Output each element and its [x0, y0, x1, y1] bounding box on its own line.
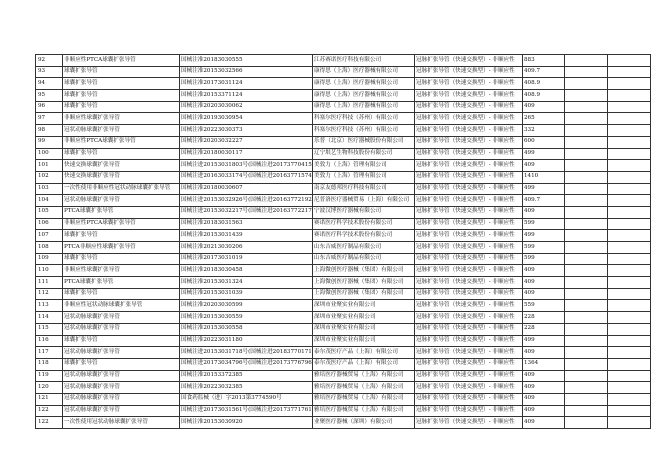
row-number-cell: 100: [36, 148, 63, 160]
empty-cell: [608, 253, 651, 265]
registration-number-cell: 国械注进20153032926号(国械注进20163772192: [180, 195, 313, 207]
company-cell: 深圳市业聚实业有限公司: [313, 312, 415, 324]
product-name-cell: 球囊扩张导管: [63, 288, 180, 300]
category-cell: 冠脉扩张导管（快速交换型）- 非顺应性: [415, 66, 523, 78]
registration-number-cell: 国械注进20153031718号(国械注进20183770171: [180, 347, 313, 359]
price-cell: 409: [523, 393, 565, 405]
product-name-cell: PTCA球囊扩张导管: [63, 277, 180, 289]
price-cell: 228: [523, 323, 565, 335]
empty-cell: [565, 242, 608, 254]
empty-cell: [565, 417, 608, 429]
table-row: [36, 113, 651, 125]
category-cell: 冠脉扩张导管（快速交换型）- 非顺应性: [415, 136, 523, 148]
registration-number-cell: 国械注进20173031561号(国械注进20173771761: [180, 405, 313, 417]
spreadsheet-page: [35, 54, 650, 429]
table-row: [36, 90, 651, 102]
empty-cell: [608, 242, 651, 254]
table-row: [36, 265, 651, 277]
empty-cell: [608, 265, 651, 277]
row-number-cell: 94: [36, 78, 63, 90]
category-cell: 冠脉扩张导管（快速交换型）- 非顺应性: [415, 417, 523, 429]
empty-cell: [565, 277, 608, 289]
company-cell: 江苏赛诺医疗科技有限公司: [313, 55, 415, 67]
empty-cell: [565, 358, 608, 370]
table-row: [36, 171, 651, 183]
empty-cell: [608, 183, 651, 195]
registration-number-cell: 国械注准20203032227: [180, 136, 313, 148]
price-cell: 265: [523, 113, 565, 125]
category-cell: 冠脉扩张导管（快速交换型）- 非顺应性: [415, 335, 523, 347]
price-cell: 409: [523, 370, 565, 382]
category-cell: 冠脉扩张导管（快速交换型）- 非顺应性: [415, 125, 523, 137]
table-row: [36, 323, 651, 335]
company-cell: 雅培医疗器械贸易（上海）有限公司: [313, 405, 415, 417]
table-row: [36, 148, 651, 160]
empty-cell: [608, 277, 651, 289]
table-row: [36, 125, 651, 137]
product-name-cell: 冠状动脉球囊扩张导管: [63, 370, 180, 382]
empty-cell: [608, 160, 651, 172]
row-number-cell: 118: [36, 358, 63, 370]
product-name-cell: 球囊扩张导管: [63, 90, 180, 102]
table-body: [36, 55, 651, 429]
category-cell: 冠脉扩张导管（快速交换型）- 非顺应性: [415, 171, 523, 183]
registration-number-cell: 国械注准20153371124: [180, 90, 313, 102]
empty-cell: [565, 382, 608, 394]
table-row: [36, 78, 651, 90]
registration-number-cell: 国械注准20223032385: [180, 382, 313, 394]
row-number-cell: 104: [36, 195, 63, 207]
price-cell: 409: [523, 288, 565, 300]
empty-cell: [608, 288, 651, 300]
table-row: [36, 335, 651, 347]
price-cell: 499: [523, 335, 565, 347]
category-cell: 冠脉扩张导管（快速交换型）- 非顺应性: [415, 230, 523, 242]
row-number-cell: 122: [36, 417, 63, 429]
table-row: [36, 358, 651, 370]
row-number-cell: 107: [36, 230, 63, 242]
empty-cell: [565, 206, 608, 218]
product-name-cell: 球囊扩张导管: [63, 66, 180, 78]
empty-cell: [565, 312, 608, 324]
price-cell: 409: [523, 277, 565, 289]
empty-cell: [608, 148, 651, 160]
row-number-cell: 106: [36, 218, 63, 230]
company-cell: 康得思（上海）医疗器械有限公司: [313, 101, 415, 113]
category-cell: 冠脉扩张导管（快速交换型）- 非顺应性: [415, 288, 523, 300]
row-number-cell: 105: [36, 206, 63, 218]
empty-cell: [565, 265, 608, 277]
product-table: [35, 54, 651, 429]
price-cell: 409: [523, 101, 565, 113]
empty-cell: [565, 66, 608, 78]
company-cell: 上海微创医疗器械（集团）有限公司: [313, 288, 415, 300]
category-cell: 冠脉扩张导管（快速交换型）- 非顺应性: [415, 160, 523, 172]
company-cell: 山东吉威医疗制品有限公司: [313, 242, 415, 254]
price-cell: 599: [523, 218, 565, 230]
company-cell: 泰尔茂医疗产品（上海）有限公司: [313, 347, 415, 359]
product-name-cell: 非顺应性PTCA球囊扩张导管: [63, 136, 180, 148]
registration-number-cell: 国械注准20173031019: [180, 253, 313, 265]
empty-cell: [565, 253, 608, 265]
category-cell: 冠脉扩张导管（快速交换型）- 非顺应性: [415, 101, 523, 113]
company-cell: 上海微创医疗器械（集团）有限公司: [313, 277, 415, 289]
price-cell: 409.7: [523, 66, 565, 78]
empty-cell: [608, 66, 651, 78]
registration-number-cell: 国械注准20173031124: [180, 78, 313, 90]
table-row: [36, 101, 651, 113]
category-cell: 冠脉扩张导管（快速交换型）- 非顺应性: [415, 218, 523, 230]
product-name-cell: 冠状动脉球囊扩张导管: [63, 405, 180, 417]
table-row: [36, 277, 651, 289]
company-cell: 深圳市业聚实业有限公司: [313, 323, 415, 335]
product-name-cell: 非顺应性PTCA球囊扩张导管: [63, 55, 180, 67]
category-cell: 冠脉扩张导管（快速交换型）- 非顺应性: [415, 265, 523, 277]
company-cell: 科塞尔医疗科技（苏州）有限公司: [313, 125, 415, 137]
row-number-cell: 120: [36, 382, 63, 394]
empty-cell: [608, 125, 651, 137]
product-name-cell: 球囊扩张导管: [63, 253, 180, 265]
empty-cell: [565, 160, 608, 172]
empty-cell: [608, 206, 651, 218]
company-cell: 赛诺医疗科学技术股份有限公司: [313, 218, 415, 230]
empty-cell: [565, 405, 608, 417]
row-number-cell: 101: [36, 160, 63, 172]
table-row: [36, 347, 651, 359]
registration-number-cell: 国械注准20203030599: [180, 300, 313, 312]
price-cell: 409: [523, 206, 565, 218]
category-cell: 冠脉扩张导管（快速交换型）- 非顺应性: [415, 277, 523, 289]
registration-number-cell: 国械注准20180030117: [180, 148, 313, 160]
product-name-cell: 一次性使用非顺应性冠状动脉球囊扩张导管: [63, 183, 180, 195]
empty-cell: [565, 335, 608, 347]
category-cell: 冠脉扩张导管（快速交换型）- 非顺应性: [415, 242, 523, 254]
company-cell: 尼普洛医疗器械贸易（上海）有限公司: [313, 195, 415, 207]
product-name-cell: PTCA球囊扩张导管: [63, 206, 180, 218]
registration-number-cell: 国械注准20213030206: [180, 242, 313, 254]
empty-cell: [565, 288, 608, 300]
registration-number-cell: 国械注准20223030373: [180, 125, 313, 137]
registration-number-cell: 国械注进20153032217号(国械注进20163772217: [180, 206, 313, 218]
price-cell: 559: [523, 300, 565, 312]
registration-number-cell: 国食药监械（进）字2013第3774590号: [180, 393, 313, 405]
registration-number-cell: 国械注进20163033174号(国械注进20163771574: [180, 171, 313, 183]
table-row: [36, 206, 651, 218]
company-cell: 深圳市业聚实业有限公司: [313, 335, 415, 347]
table-row: [36, 312, 651, 324]
category-cell: 冠脉扩张导管（快速交换型）- 非顺应性: [415, 382, 523, 394]
table-row: [36, 370, 651, 382]
registration-number-cell: 国械注准20203030062: [180, 101, 313, 113]
product-name-cell: 非顺应性冠状动脉球囊扩张导管: [63, 300, 180, 312]
empty-cell: [565, 393, 608, 405]
registration-number-cell: 国械注准20223031180: [180, 335, 313, 347]
price-cell: 409: [523, 405, 565, 417]
table-row: [36, 218, 651, 230]
company-cell: 美敦力（上海）管理有限公司: [313, 160, 415, 172]
row-number-cell: 122: [36, 405, 63, 417]
product-name-cell: 冠状动脉球囊扩张导管: [63, 195, 180, 207]
category-cell: 冠脉扩张导管（快速交换型）- 非顺应性: [415, 300, 523, 312]
company-cell: 康得思（上海）医疗器械有限公司: [313, 90, 415, 102]
table-row: [36, 417, 651, 429]
price-cell: 409: [523, 382, 565, 394]
company-cell: 雅培医疗器械贸易（上海）有限公司: [313, 382, 415, 394]
category-cell: 冠脉扩张导管（快速交换型）- 非顺应性: [415, 370, 523, 382]
empty-cell: [608, 171, 651, 183]
empty-cell: [608, 218, 651, 230]
table-row: [36, 242, 651, 254]
row-number-cell: 110: [36, 265, 63, 277]
price-cell: 332: [523, 125, 565, 137]
category-cell: 冠脉扩张导管（快速交换型）- 非顺应性: [415, 55, 523, 67]
price-cell: 409: [523, 265, 565, 277]
price-cell: 408.9: [523, 90, 565, 102]
registration-number-cell: 国械注准20153031039: [180, 288, 313, 300]
category-cell: 冠脉扩张导管（快速交换型）- 非顺应性: [415, 206, 523, 218]
empty-cell: [565, 195, 608, 207]
category-cell: 冠脉扩张导管（快速交换型）- 非顺应性: [415, 90, 523, 102]
product-name-cell: 球囊扩张导管: [63, 101, 180, 113]
empty-cell: [608, 78, 651, 90]
empty-cell: [608, 370, 651, 382]
price-cell: 499: [523, 230, 565, 242]
company-cell: 乐普（北京）医疗器械股份有限公司: [313, 136, 415, 148]
category-cell: 冠脉扩张导管（快速交换型）- 非顺应性: [415, 323, 523, 335]
product-name-cell: 球囊扩张导管: [63, 335, 180, 347]
category-cell: 冠脉扩张导管（快速交换型）- 非顺应性: [415, 78, 523, 90]
product-name-cell: 一次性使用冠状动脉球囊扩张导管: [63, 417, 180, 429]
category-cell: 冠脉扩张导管（快速交换型）- 非顺应性: [415, 253, 523, 265]
empty-cell: [608, 195, 651, 207]
empty-cell: [608, 393, 651, 405]
empty-cell: [608, 55, 651, 67]
company-cell: 科塞尔医疗科技（苏州）有限公司: [313, 113, 415, 125]
category-cell: 冠脉扩张导管（快速交换型）- 非顺应性: [415, 148, 523, 160]
product-name-cell: 冠状动脉球囊扩张导管: [63, 382, 180, 394]
company-cell: 雅培医疗器械贸易（上海）有限公司: [313, 370, 415, 382]
row-number-cell: 113: [36, 300, 63, 312]
empty-cell: [565, 323, 608, 335]
table-row: [36, 288, 651, 300]
row-number-cell: 93: [36, 66, 63, 78]
empty-cell: [608, 101, 651, 113]
company-cell: 泰尔茂医疗产品（上海）有限公司: [313, 358, 415, 370]
company-cell: 上海微创医疗器械（集团）有限公司: [313, 265, 415, 277]
category-cell: 冠脉扩张导管（快速交换型）- 非顺应性: [415, 183, 523, 195]
company-cell: 宁波汉博医疗器械有限公司: [313, 206, 415, 218]
product-name-cell: 冠状动脉球囊扩张导管: [63, 393, 180, 405]
price-cell: 409: [523, 160, 565, 172]
company-cell: 南京友德邦医疗科技有限公司: [313, 183, 415, 195]
registration-number-cell: 国械注准20153031324: [180, 277, 313, 289]
table-row: [36, 136, 651, 148]
company-cell: 赛诺医疗科学技术股份有限公司: [313, 230, 415, 242]
empty-cell: [608, 312, 651, 324]
company-cell: 山东吉威医疗制品有限公司: [313, 253, 415, 265]
empty-cell: [565, 113, 608, 125]
product-name-cell: 球囊扩张导管: [63, 78, 180, 90]
registration-number-cell: 国械注准20183031563: [180, 218, 313, 230]
empty-cell: [565, 125, 608, 137]
registration-number-cell: 国械注准20153372385: [180, 370, 313, 382]
product-name-cell: 非顺应性球囊扩张导管: [63, 113, 180, 125]
product-name-cell: 球囊扩张导管: [63, 148, 180, 160]
registration-number-cell: 国械注准20183030458: [180, 265, 313, 277]
product-name-cell: 球囊扩张导管: [63, 358, 180, 370]
empty-cell: [608, 358, 651, 370]
product-name-cell: 球囊扩张导管: [63, 230, 180, 242]
empty-cell: [565, 300, 608, 312]
category-cell: 冠脉扩张导管（快速交换型）- 非顺应性: [415, 358, 523, 370]
row-number-cell: 112: [36, 288, 63, 300]
row-number-cell: 114: [36, 312, 63, 324]
table-row: [36, 393, 651, 405]
company-cell: 深圳市业聚实业有限公司: [313, 300, 415, 312]
row-number-cell: 99: [36, 136, 63, 148]
row-number-cell: 119: [36, 370, 63, 382]
empty-cell: [608, 323, 651, 335]
price-cell: 228: [523, 312, 565, 324]
price-cell: 1410: [523, 171, 565, 183]
empty-cell: [608, 90, 651, 102]
product-name-cell: 冠状动脉球囊扩张导管: [63, 347, 180, 359]
row-number-cell: 97: [36, 113, 63, 125]
table-row: [36, 66, 651, 78]
empty-cell: [608, 300, 651, 312]
empty-cell: [565, 218, 608, 230]
registration-number-cell: 国械注准20183030555: [180, 55, 313, 67]
price-cell: 409: [523, 347, 565, 359]
row-number-cell: 121: [36, 393, 63, 405]
row-number-cell: 108: [36, 242, 63, 254]
registration-number-cell: 国械注准20153032566: [180, 66, 313, 78]
table-row: [36, 300, 651, 312]
company-cell: 业聚医疗器械（深圳）有限公司: [313, 417, 415, 429]
empty-cell: [608, 230, 651, 242]
empty-cell: [565, 347, 608, 359]
company-cell: 辽宁垠艺生物科技股份有限公司: [313, 148, 415, 160]
empty-cell: [565, 136, 608, 148]
empty-cell: [565, 90, 608, 102]
table-row: [36, 230, 651, 242]
row-number-cell: 96: [36, 101, 63, 113]
registration-number-cell: 国械注进20173034796号(国械注进20173776796: [180, 358, 313, 370]
category-cell: 冠脉扩张导管（快速交换型）- 非顺应性: [415, 405, 523, 417]
row-number-cell: 103: [36, 183, 63, 195]
row-number-cell: 109: [36, 253, 63, 265]
registration-number-cell: 国械注准20193030954: [180, 113, 313, 125]
table-row: [36, 195, 651, 207]
product-name-cell: 快速交换球囊扩张导管: [63, 171, 180, 183]
price-cell: 599: [523, 253, 565, 265]
category-cell: 冠脉扩张导管（快速交换型）- 非顺应性: [415, 113, 523, 125]
row-number-cell: 115: [36, 323, 63, 335]
empty-cell: [565, 183, 608, 195]
product-name-cell: 快速交换球囊扩张导管: [63, 160, 180, 172]
table-row: [36, 55, 651, 67]
empty-cell: [565, 55, 608, 67]
category-cell: 冠脉扩张导管（快速交换型）- 非顺应性: [415, 393, 523, 405]
price-cell: 499: [523, 148, 565, 160]
row-number-cell: 95: [36, 90, 63, 102]
empty-cell: [565, 148, 608, 160]
table-row: [36, 253, 651, 265]
registration-number-cell: 国械注准20153031439: [180, 230, 313, 242]
table-row: [36, 382, 651, 394]
table-row: [36, 405, 651, 417]
product-name-cell: 冠状动脉球囊扩张导管: [63, 312, 180, 324]
category-cell: 冠脉扩张导管（快速交换型）- 非顺应性: [415, 195, 523, 207]
registration-number-cell: 国械注进20153031803号(国械注进20173770415: [180, 160, 313, 172]
empty-cell: [565, 78, 608, 90]
price-cell: 409: [523, 417, 565, 429]
row-number-cell: 92: [36, 55, 63, 67]
empty-cell: [608, 382, 651, 394]
row-number-cell: 117: [36, 347, 63, 359]
registration-number-cell: 国械注准20153030559: [180, 312, 313, 324]
price-cell: 409.7: [523, 195, 565, 207]
empty-cell: [608, 347, 651, 359]
empty-cell: [608, 113, 651, 125]
empty-cell: [565, 230, 608, 242]
price-cell: 600: [523, 136, 565, 148]
registration-number-cell: 国械注准20153030558: [180, 323, 313, 335]
row-number-cell: 116: [36, 335, 63, 347]
company-cell: 康得思（上海）医疗器械有限公司: [313, 66, 415, 78]
price-cell: 599: [523, 242, 565, 254]
company-cell: 雅培医疗器械贸易（上海）有限公司: [313, 393, 415, 405]
registration-number-cell: 国械注准20180030607: [180, 183, 313, 195]
empty-cell: [608, 405, 651, 417]
product-name-cell: 冠状动脉球囊扩张导管: [63, 125, 180, 137]
empty-cell: [608, 335, 651, 347]
empty-cell: [608, 136, 651, 148]
empty-cell: [565, 101, 608, 113]
table-row: [36, 160, 651, 172]
price-cell: 408.9: [523, 78, 565, 90]
price-cell: 1364: [523, 358, 565, 370]
registration-number-cell: 国械注准20153030920: [180, 417, 313, 429]
category-cell: 冠脉扩张导管（快速交换型）- 非顺应性: [415, 312, 523, 324]
product-name-cell: 非顺应性PTCA球囊扩张导管: [63, 218, 180, 230]
empty-cell: [565, 370, 608, 382]
product-name-cell: 非顺应性球囊扩张导管: [63, 265, 180, 277]
empty-cell: [608, 417, 651, 429]
price-cell: 499: [523, 183, 565, 195]
company-cell: 康得思（上海）医疗器械有限公司: [313, 78, 415, 90]
row-number-cell: 98: [36, 125, 63, 137]
product-name-cell: 冠状动脉球囊扩张导管: [63, 323, 180, 335]
empty-cell: [565, 171, 608, 183]
row-number-cell: 111: [36, 277, 63, 289]
table-row: [36, 183, 651, 195]
row-number-cell: 102: [36, 171, 63, 183]
price-cell: 883: [523, 55, 565, 67]
category-cell: 冠脉扩张导管（快速交换型）- 非顺应性: [415, 347, 523, 359]
company-cell: 美敦力（上海）管理有限公司: [313, 171, 415, 183]
product-name-cell: PTCA非顺应性球囊扩张导管: [63, 242, 180, 254]
